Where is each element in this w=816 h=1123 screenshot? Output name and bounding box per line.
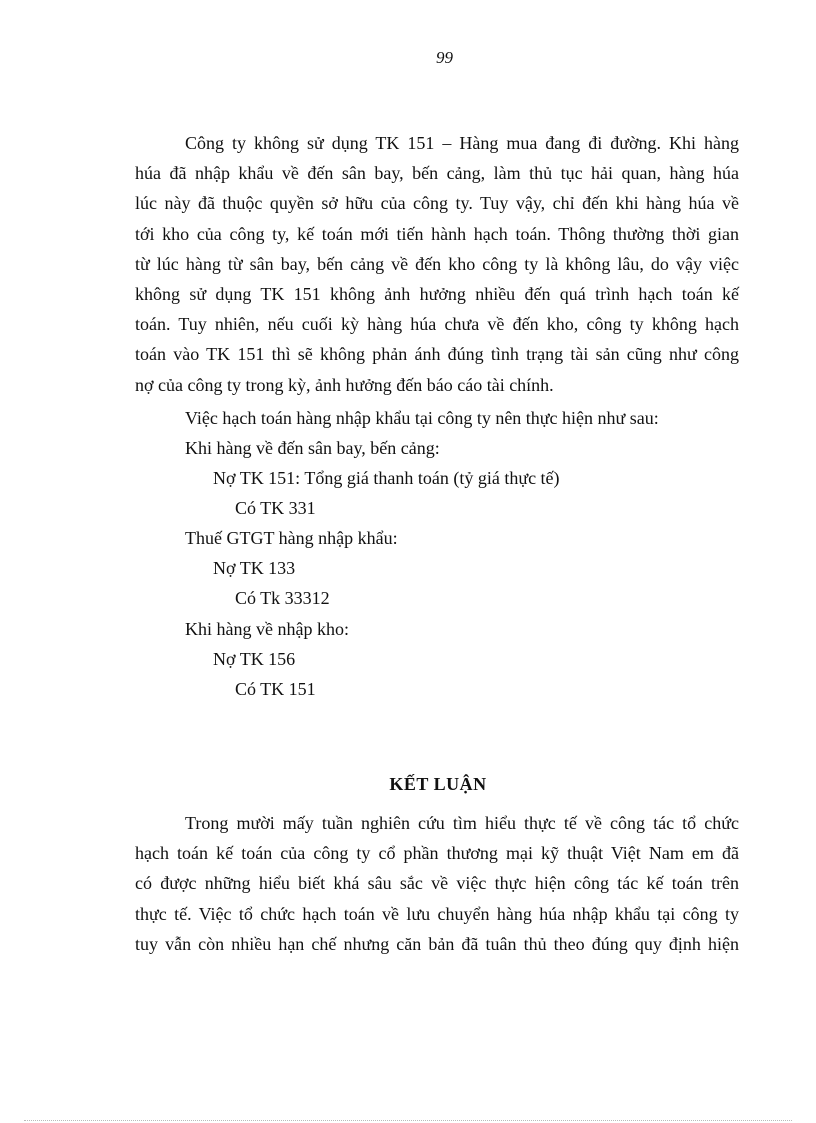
paragraph-conclusion: [135, 808, 739, 959]
paragraph-line: húa đã nhập khẩu về đến sân bay, bến cảng, làm thủ tục hải quan, hàng húa: [135, 163, 739, 184]
paragraph-line: thực tế. Việc tổ chức hạch toán về lưu chuyển hàng húa nhập khẩu tại công ty: [135, 903, 739, 924]
arrival-debit-entry: Nợ TK 151: Tổng giá thanh toán (tỷ giá thực tế): [213, 468, 560, 488]
paragraph-line: tuy vẫn còn nhiều hạn chế nhưng căn bản đã tuân thủ theo đúng quy định hiện: [135, 933, 739, 954]
paragraph-line: hạch toán kế toán của công ty cổ phần thương mại kỹ thuật Việt Nam em đã: [135, 843, 739, 864]
paragraph-line: tới kho của công ty, kế toán mới tiến hành hạch toán. Thông thường thời gian: [135, 223, 739, 244]
paragraph-line: Công ty không sử dụng TK 151 – Hàng mua đang đi đường. Khi hàng: [185, 133, 739, 153]
vat-credit-entry: Có Tk 33312: [235, 588, 330, 608]
warehouse-credit-entry: Có TK 151: [235, 679, 316, 699]
entries-intro: Việc hạch toán hàng nhập khẩu tại công ty nên thực hiện như sau:: [185, 408, 659, 428]
conclusion-heading: KẾT LUẬN: [389, 774, 487, 794]
paragraph-line: toán vào TK 151 thì sẽ không phản ánh đúng tình trạng tài sản cũng như công: [135, 344, 739, 365]
paragraph-line: nợ của công ty trong kỳ, ảnh hưởng đến báo cáo tài chính.: [135, 374, 554, 395]
paragraph-line: có được những hiểu biết khá sâu sắc về việc thực hiện công tác kế toán trên: [135, 873, 739, 894]
paragraph-line: từ lúc hàng từ sân bay, bến cảng về đến kho công ty là không lâu, do vậy việc: [135, 253, 739, 274]
vat-heading: Thuế GTGT hàng nhập khẩu:: [185, 528, 398, 548]
arrival-credit-entry: Có TK 331: [235, 498, 316, 518]
paragraph-line: toán. Tuy nhiên, nếu cuối kỳ hàng húa chưa về đến kho, công ty không hạch: [135, 314, 739, 335]
paragraph-tk151-explanation: [135, 128, 739, 400]
page-number: 99: [436, 48, 453, 67]
vat-debit-entry: Nợ TK 133: [213, 558, 296, 578]
paragraph-line: Trong mười mấy tuần nghiên cứu tìm hiểu thực tế về công tác tổ chức: [185, 813, 739, 833]
paragraph-line: lúc này đã thuộc quyền sở hữu của công ty. Tuy vậy, chỉ đến khi hàng húa về: [135, 193, 739, 214]
paragraph-line: không sử dụng TK 151 không ảnh hưởng nhiều đến quá trình hạch toán kế: [135, 284, 739, 305]
arrival-heading: Khi hàng về đến sân bay, bến cảng:: [185, 438, 440, 458]
page-bottom-rule: [24, 1120, 792, 1121]
warehouse-debit-entry: Nợ TK 156: [213, 649, 296, 669]
warehouse-heading: Khi hàng về nhập kho:: [185, 619, 349, 639]
